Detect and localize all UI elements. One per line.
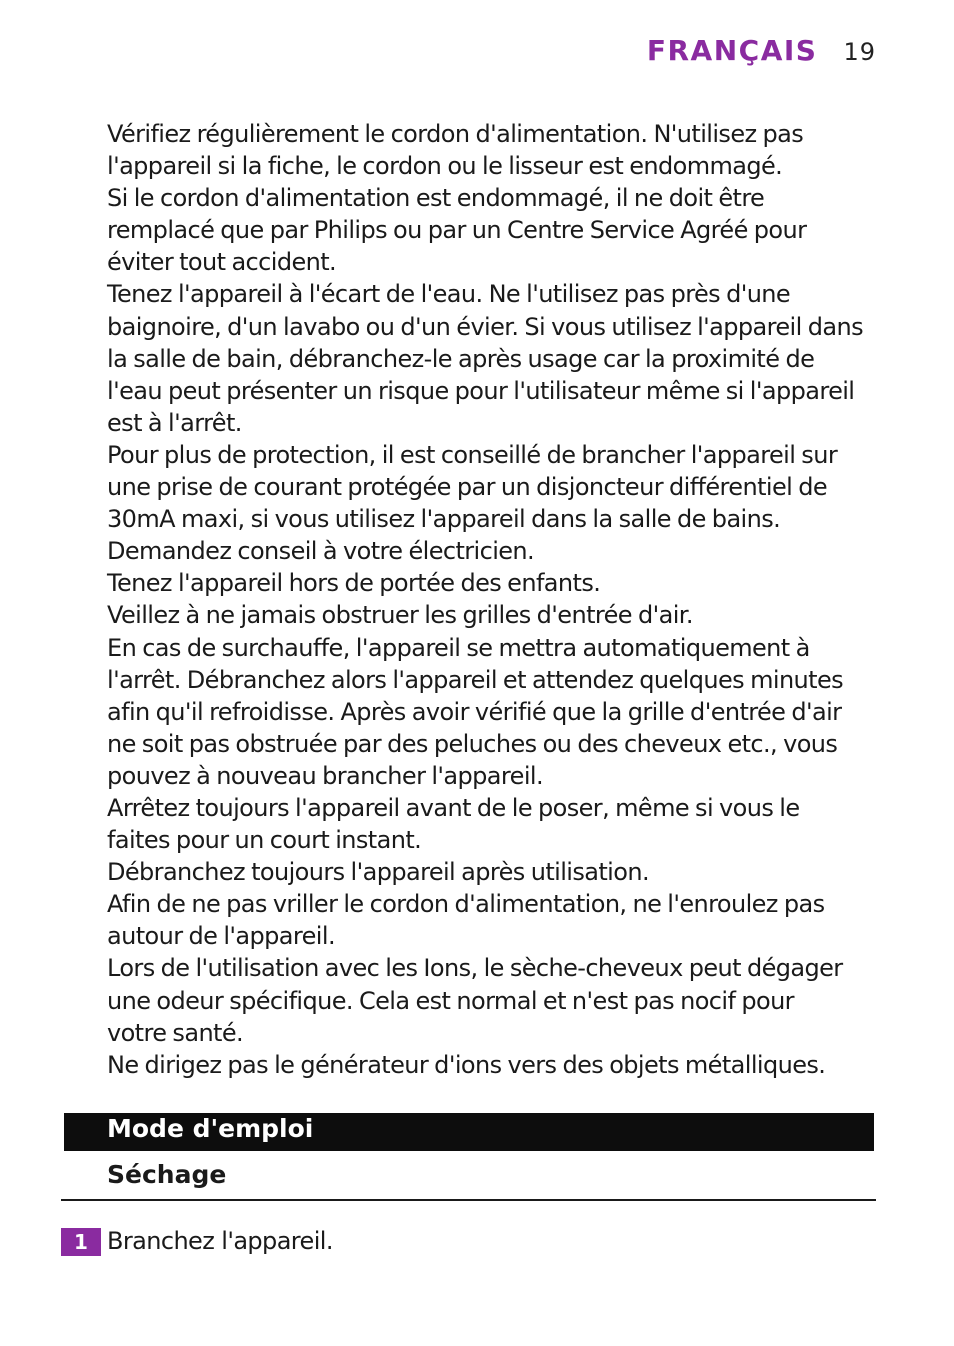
subsection-divider [61,1199,876,1201]
text-line: votre santé. [107,1018,244,1047]
section-title: Mode d'emploi [107,1114,314,1143]
text-line: Débranchez toujours l'appareil après utilisation. [107,858,649,887]
text-line: 30mA maxi, si vous utilisez l'appareil dans la salle de bains. [107,505,781,534]
subsection-title: Séchage [107,1160,227,1189]
text-line: Lors de l'utilisation avec les Ions, le sèche-cheveux peut dégager [107,954,843,983]
instruction-paragraph [107,182,887,278]
text-line: faites pour un court instant. [107,826,422,855]
text-line: Tenez l'appareil à l'écart de l'eau. Ne l'utilisez pas près d'une [107,280,791,309]
text-line: l'appareil si la fiche, le cordon ou le lisseur est endommagé. [107,152,783,181]
text-line: l'arrêt. Débranchez alors l'appareil et attendez quelques minutes [107,665,844,694]
text-line: Ne dirigez pas le générateur d'ions vers des objets métalliques. [107,1050,826,1079]
text-line: une odeur spécifique. Cela est normal et n'est pas nocif pour [107,986,794,1015]
step-number-badge: 1 [61,1228,101,1256]
text-line: afin qu'il refroidisse. Après avoir vérifié que la grille d'entrée d'air [107,697,842,726]
text-line: Pour plus de protection, il est conseillé de brancher l'appareil sur [107,440,838,469]
instruction-paragraph [107,632,887,792]
instruction-paragraph [107,1049,887,1081]
text-line: Vérifiez régulièrement le cordon d'alimentation. N'utilisez pas [107,120,804,148]
instruction-paragraph [107,567,887,599]
text-line: Demandez conseil à votre électricien. [107,537,535,566]
text-line: Afin de ne pas vriller le cordon d'alimentation, ne l'enroulez pas [107,890,825,919]
instruction-paragraph [107,599,887,631]
text-line: remplacé que par Philips ou par un Centre Service Agréé pour [107,216,807,245]
text-line: la salle de bain, débranchez-le après usage car la proximité de [107,344,815,373]
section-header-bar [64,1113,874,1151]
text-line: ne soit pas obstruée par des peluches ou des cheveux etc., vous [107,729,838,758]
instruction-paragraph [107,888,887,952]
text-line: En cas de surchauffe, l'appareil se mettra automatiquement à [107,633,810,662]
instruction-paragraph [107,278,887,438]
text-line: Si le cordon d'alimentation est endommagé, il ne doit être [107,184,765,213]
text-line: est à l'arrêt. [107,408,242,437]
instruction-paragraph [107,439,887,567]
text-line: autour de l'appareil. [107,922,335,951]
safety-instructions [107,118,887,1081]
instruction-paragraph [107,856,887,888]
language-label: FRANÇAIS [646,34,818,67]
instruction-paragraph [107,952,887,1048]
text-line: Veillez à ne jamais obstruer les grilles d'entrée d'air. [107,601,693,630]
step-text: Branchez l'appareil. [107,1227,333,1255]
text-line: éviter tout accident. [107,248,337,277]
page-number: 19 [843,38,876,66]
page-header [647,34,876,67]
text-line: l'eau peut présenter un risque pour l'utilisateur même si l'appareil [107,376,855,405]
instruction-paragraph [107,792,887,856]
text-line: baignoire, d'un lavabo ou d'un évier. Si vous utilisez l'appareil dans [107,312,863,341]
text-line: une prise de courant protégée par un disjoncteur différentiel de [107,473,828,502]
text-line: Tenez l'appareil hors de portée des enfants. [107,569,601,598]
text-line: pouvez à nouveau brancher l'appareil. [107,761,543,790]
instruction-paragraph [107,118,887,182]
text-line: Arrêtez toujours l'appareil avant de le poser, même si vous le [107,793,800,822]
